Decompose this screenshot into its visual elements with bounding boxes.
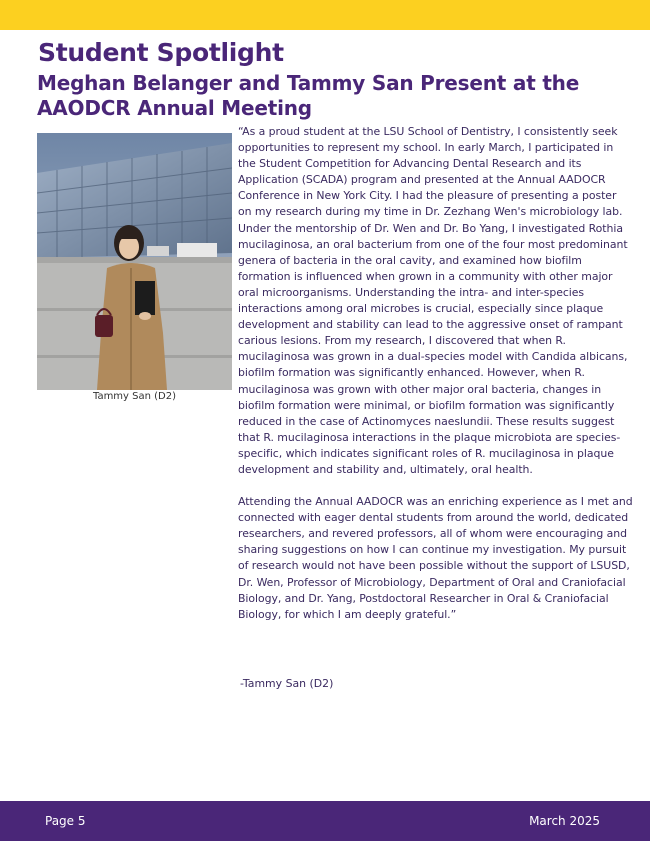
page-number: Page 5: [45, 814, 86, 828]
top-accent-bar: [0, 0, 650, 30]
article-body: [238, 124, 633, 639]
article-signature: -Tammy San (D2): [240, 677, 334, 690]
footer-bar: [0, 801, 650, 841]
article-paragraph: Attending the Annual AADOCR was an enriching experience as I met and connected with eager dental students from around the world, dedicated researchers, and revered professors, all of whom were encouraging and sharing suggestions on how I can continue my investigation. My pursuit of research would not have been possible without the support of LSUSD, Dr. Wen, Professor of Microbiology, Department of Oral and Craniofacial Biology, and Dr. Yang, Postdoctoral Researcher in Oral & Craniofacial Biology, for which I am deeply grateful.”: [238, 495, 633, 621]
photo-caption: Tammy San (D2): [92, 391, 177, 402]
article-paragraph: “As a proud student at the LSU School of Dentistry, I consistently seek opportunities to represent my school. In early March, I participated in the Student Competition for Advancing Dental Research and its Application (SCADA) program and presented at the Annual AADOCR Conference in New York City. I had the pleasure of presenting a poster on my research during my time in Dr. Zezhang Wen's microbiology lab. Under the mentorship of Dr. Wen and Dr. Bo Yang, I investigated Rothia mucilaginosa, an oral bacterium from one of the four most predominant genera of bacteria in the oral cavity, and examined how biofilm formation is influenced when grown in a community with other major oral microorganisms. Understanding the intra- and inter-species interactions among oral microbes is crucial, especially since plaque development and stability can lead to the aggressive onset of rampant carious lesions. From my research, I discovered that when R. mucilaginosa was grown in a dual-species model with Candida albicans, biofilm formation was significantly enhanced. However, when R. mucilaginosa was grown with other major oral bacteria, changes in biofilm formation were minimal, or biofilm formation was significantly reduced in the case of Actinomyces naeslundii. These results suggest that R. mucilaginosa interactions in the plaque microbiota are species-specific, which indicates significant roles of R. mucilaginosa in plaque development and stability and, ultimately, oral health.: [238, 125, 628, 476]
student-photo: [37, 133, 232, 390]
section-title: Student Spotlight: [38, 38, 284, 67]
article-headline: Meghan Belanger and Tammy San Present at the AAODCR Annual Meeting: [37, 71, 580, 120]
issue-date: March 2025: [529, 814, 600, 828]
